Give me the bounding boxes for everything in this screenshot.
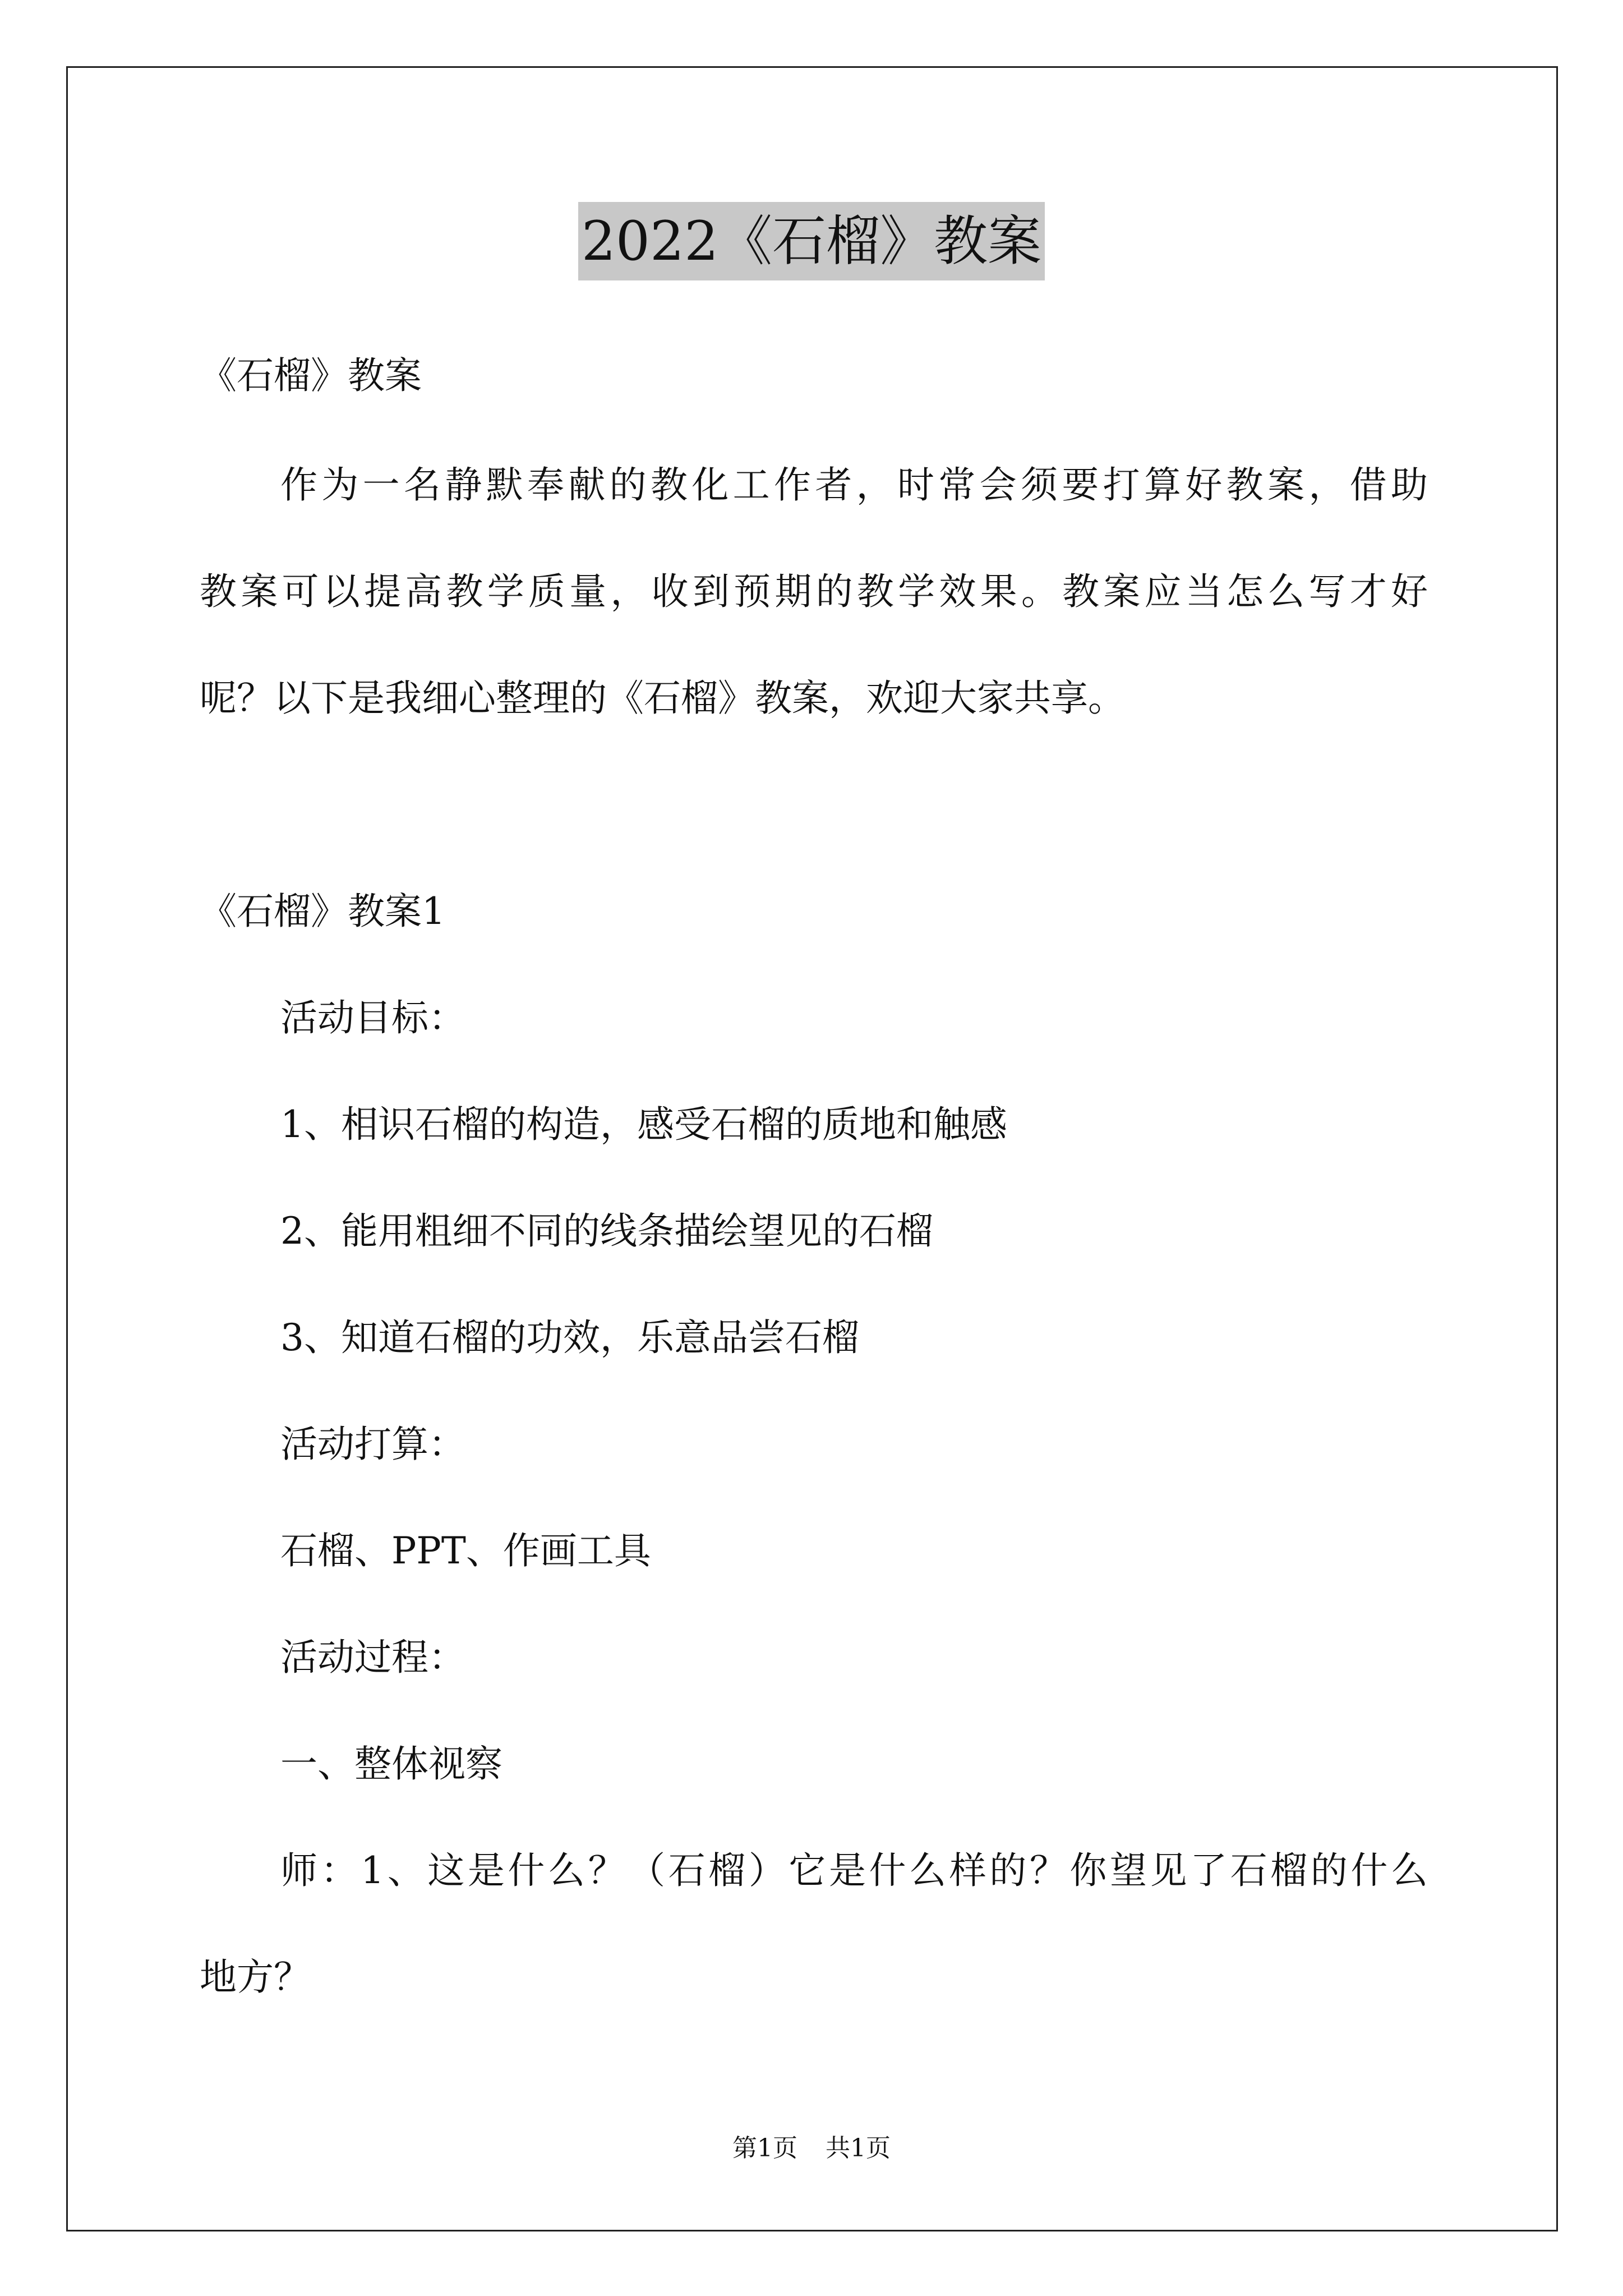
goal-item-1: 1、相识石榴的构造，感受石榴的质地和触感	[280, 1103, 1007, 1146]
process-heading: 活动过程：	[280, 1636, 465, 1679]
teacher-line-1: 师：1、这是什么？（石榴）它是什么样的？你望见了石榴的什么	[280, 1849, 1428, 1892]
document-title: 2022《石榴》教案	[578, 202, 1045, 280]
page-number-total: 共1页	[826, 2134, 891, 2162]
subtitle: 《石榴》教案	[200, 354, 422, 397]
prep-heading: 活动打算：	[280, 1423, 465, 1466]
goal-item-3: 3、知道石榴的功效，乐意品尝石榴	[280, 1316, 859, 1359]
step-1-heading: 一、整体视察	[280, 1742, 502, 1786]
teacher-line-2: 地方？	[200, 1955, 311, 1999]
section-heading: 《石榴》教案1	[200, 890, 445, 933]
intro-line-3: 呢？以下是我细心整理的《石榴》教案，欢迎大家共享。	[200, 677, 1125, 720]
intro-line-2: 教案可以提高教学质量，收到预期的教学效果。教案应当怎么写才好	[200, 570, 1428, 613]
page-footer	[0, 2132, 1623, 2165]
title-container	[0, 202, 1623, 280]
intro-line-1: 作为一名静默奉献的教化工作者，时常会须要打算好教案，借助	[280, 463, 1428, 507]
page-number-current: 第1页	[732, 2134, 797, 2162]
goals-heading: 活动目标：	[280, 996, 465, 1039]
goal-item-2: 2、能用粗细不同的线条描绘望见的石榴	[280, 1209, 933, 1253]
prep-items: 石榴、PPT、作画工具	[280, 1529, 651, 1572]
